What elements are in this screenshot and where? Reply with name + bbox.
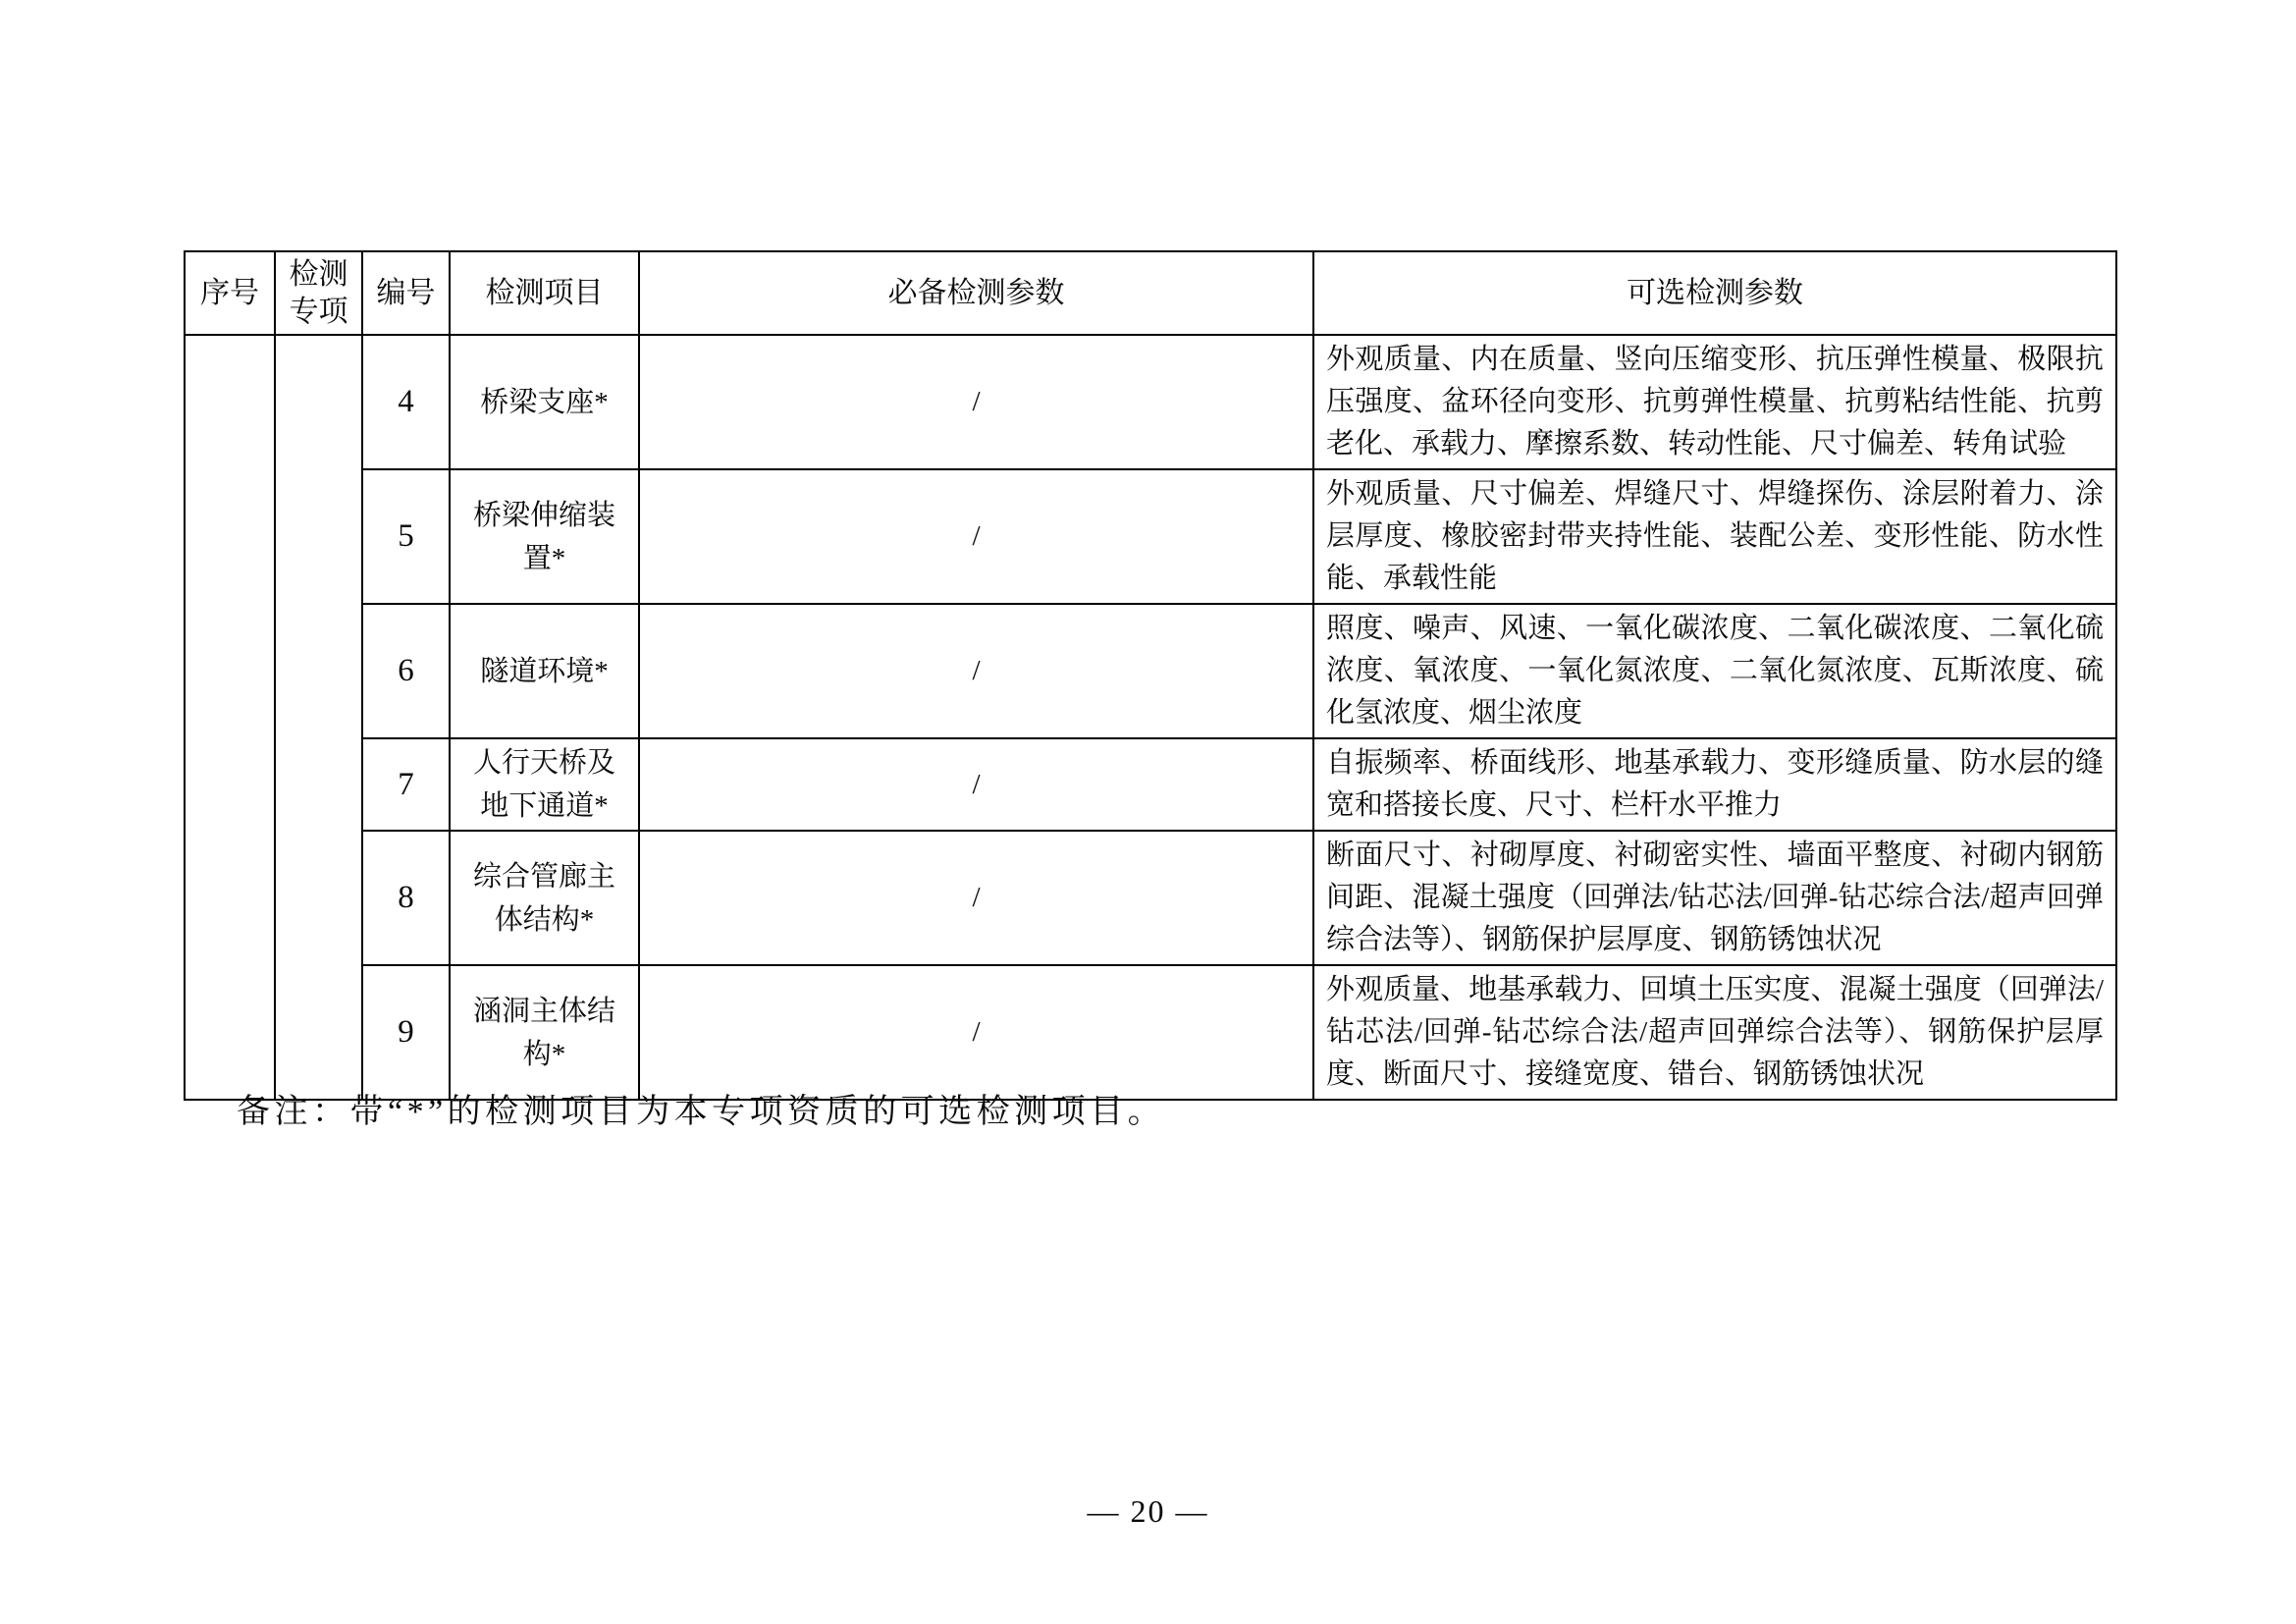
optional-params-cell: 照度、噪声、风速、一氧化碳浓度、二氧化碳浓度、二氧化硫浓度、氧浓度、一氧化氮浓度、二氧化氮浓度、瓦斯浓度、硫化氢浓度、烟尘浓度 <box>1313 604 2116 738</box>
optional-params-cell: 外观质量、地基承载力、回填土压实度、混凝土强度（回弹法/钻芯法/回弹-钻芯综合法/超声回弹综合法等）、钢筋保护层厚度、断面尺寸、接缝宽度、错台、钢筋锈蚀状况 <box>1313 965 2116 1100</box>
serial-merged-cell <box>185 335 275 1100</box>
item-name-cell: 桥梁支座* <box>450 335 639 469</box>
row-number-cell: 8 <box>362 831 450 965</box>
row-number-cell: 7 <box>362 738 450 831</box>
row-number-cell: 5 <box>362 469 450 604</box>
row-number-cell: 6 <box>362 604 450 738</box>
col-header-specialty: 检测专项 <box>275 251 362 335</box>
required-params-cell: / <box>639 604 1313 738</box>
table-row <box>185 965 2116 1100</box>
table-row <box>185 604 2116 738</box>
required-params-cell: / <box>639 335 1313 469</box>
col-header-item: 检测项目 <box>450 251 639 335</box>
required-params-cell: / <box>639 965 1313 1100</box>
col-header-serial: 序号 <box>185 251 275 335</box>
optional-params-cell: 断面尺寸、衬砌厚度、衬砌密实性、墙面平整度、衬砌内钢筋间距、混凝土强度（回弹法/钻芯法/回弹-钻芯综合法/超声回弹综合法等）、钢筋保护层厚度、钢筋锈蚀状况 <box>1313 831 2116 965</box>
required-params-cell: / <box>639 469 1313 604</box>
required-params-cell: / <box>639 738 1313 831</box>
item-name-cell: 桥梁伸缩装置* <box>450 469 639 604</box>
item-name-cell: 隧道环境* <box>450 604 639 738</box>
inspection-parameters-table <box>184 250 2117 1101</box>
col-header-number: 编号 <box>362 251 450 335</box>
row-number-cell: 9 <box>362 965 450 1100</box>
item-name-cell: 涵洞主体结构* <box>450 965 639 1100</box>
footnote: 备注：带“*”的检测项目为本专项资质的可选检测项目。 <box>237 1094 1166 1130</box>
table-row <box>185 335 2116 469</box>
optional-params-cell: 自振频率、桥面线形、地基承载力、变形缝质量、防水层的缝宽和搭接长度、尺寸、栏杆水平推力 <box>1313 738 2116 831</box>
table-row <box>185 469 2116 604</box>
table-row <box>185 738 2116 831</box>
row-number-cell: 4 <box>362 335 450 469</box>
specialty-merged-cell <box>275 335 362 1100</box>
table-row <box>185 831 2116 965</box>
optional-params-cell: 外观质量、尺寸偏差、焊缝尺寸、焊缝探伤、涂层附着力、涂层厚度、橡胶密封带夹持性能、装配公差、变形性能、防水性能、承载性能 <box>1313 469 2116 604</box>
item-name-cell: 人行天桥及地下通道* <box>450 738 639 831</box>
optional-params-cell: 外观质量、内在质量、竖向压缩变形、抗压弹性模量、极限抗压强度、盆环径向变形、抗剪弹性模量、抗剪粘结性能、抗剪老化、承载力、摩擦系数、转动性能、尺寸偏差、转角试验 <box>1313 335 2116 469</box>
item-name-cell: 综合管廊主体结构* <box>450 831 639 965</box>
col-header-required-params: 必备检测参数 <box>639 251 1313 335</box>
page-number: — 20 — <box>1087 1493 1209 1529</box>
col-header-optional-params: 可选检测参数 <box>1313 251 2116 335</box>
required-params-cell: / <box>639 831 1313 965</box>
table-header-row <box>185 251 2116 335</box>
